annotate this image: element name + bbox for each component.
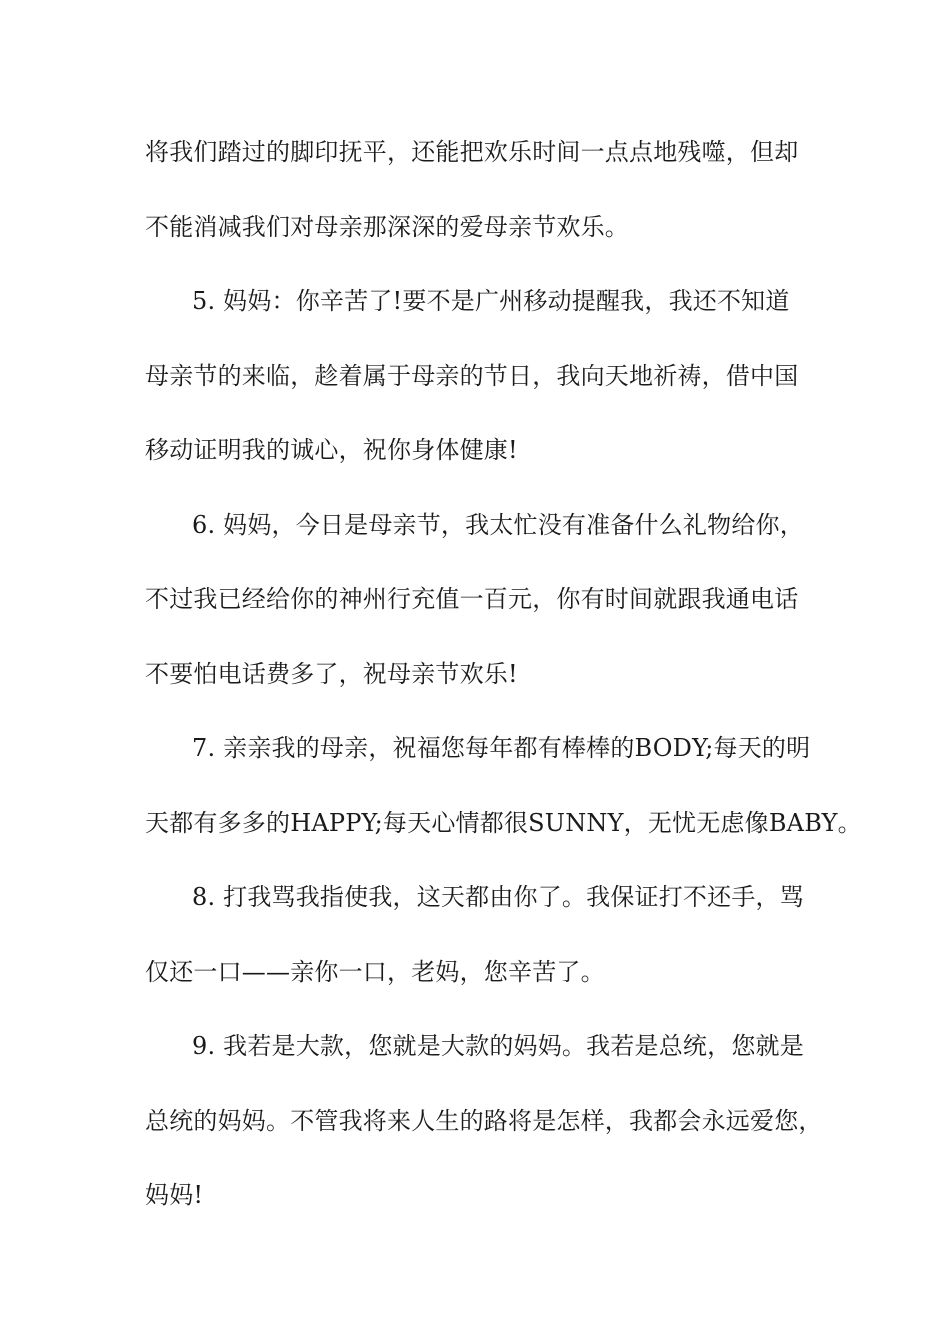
text-line: 将我们踏过的脚印抚平，还能把欢乐时间一点点地残噬，但却 (145, 138, 799, 166)
text-line: 不能消减我们对母亲那深深的爱母亲节欢乐。 (145, 213, 629, 241)
text-line: 天都有多多的HAPPY;每天心情都很SUNNY，无忧无虑像BABY。 (145, 809, 862, 837)
list-item-5-start: 5. 妈妈：你辛苦了!要不是广州移动提醒我，我还不知道 (192, 287, 790, 315)
list-item-8-start: 8. 打我骂我指使我，这天都由你了。我保证打不还手，骂 (192, 883, 804, 911)
text-line: 仅还一口——亲你一口，老妈，您辛苦了。 (145, 958, 605, 986)
text-line: 总统的妈妈。不管我将来人生的路将是怎样，我都会永远爱您， (145, 1107, 823, 1135)
text-line: 妈妈! (145, 1181, 204, 1209)
text-line: 不过我已经给你的神州行充值一百元，你有时间就跟我通电话 (145, 585, 799, 613)
text-line: 不要怕电话费多了，祝母亲节欢乐! (145, 660, 518, 688)
list-item-9-start: 9. 我若是大款，您就是大款的妈妈。我若是总统，您就是 (192, 1032, 804, 1060)
text-line: 移动证明我的诚心，祝你身体健康! (145, 436, 518, 464)
list-item-6-start: 6. 妈妈，今日是母亲节，我太忙没有准备什么礼物给你， (192, 511, 804, 539)
text-line: 母亲节的来临，趁着属于母亲的节日，我向天地祈祷，借中国 (145, 362, 799, 390)
list-item-7-start: 7. 亲亲我的母亲，祝福您每年都有棒棒的BODY;每天的明 (192, 734, 811, 762)
